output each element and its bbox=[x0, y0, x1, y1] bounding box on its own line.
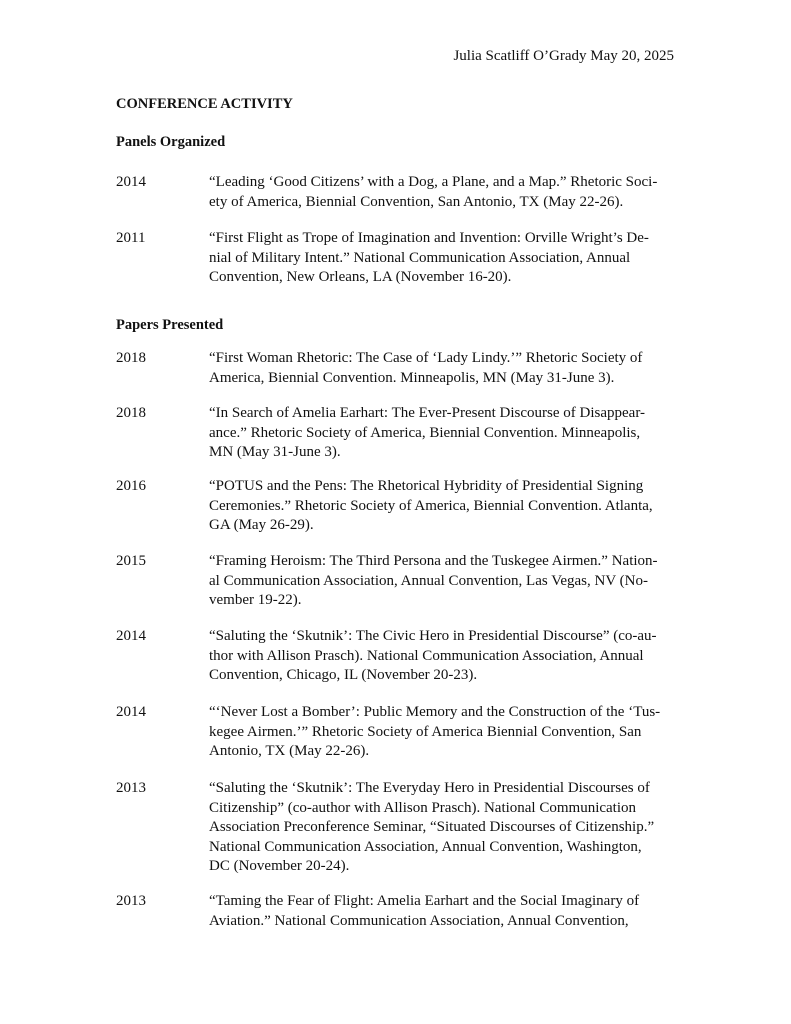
entry-line: “In Search of Amelia Earhart: The Ever-Present Discourse of Disappear- bbox=[209, 405, 646, 421]
entry-line: al Communication Association, Annual Convention, Las Vegas, NV (No- bbox=[209, 572, 648, 589]
entry-line: “Framing Heroism: The Third Persona and the Tuskegee Airmen.” Nation- bbox=[209, 553, 658, 569]
entry-text bbox=[209, 477, 671, 536]
entry-line: “Leading ‘Good Citizens’ with a Dog, a Plane, and a Map.” Rhetoric Soci- bbox=[209, 174, 658, 190]
entry-line: Convention, New Orleans, LA (November 16-20). bbox=[209, 269, 512, 286]
entry-text bbox=[209, 779, 671, 877]
entry-line: America, Biennial Convention. Minneapolis, MN (May 31-June 3). bbox=[209, 369, 615, 386]
entry-line: “‘Never Lost a Bomber’: Public Memory and the Construction of the ‘Tus- bbox=[209, 704, 661, 720]
entry-line: “Taming the Fear of Flight: Amelia Earhart and the Social Imaginary of bbox=[209, 893, 640, 909]
entry-line: GA (May 26-29). bbox=[209, 517, 314, 534]
entry-line: “POTUS and the Pens: The Rhetorical Hybridity of Presidential Signing bbox=[209, 478, 644, 494]
section-title: CONFERENCE ACTIVITY bbox=[116, 96, 293, 112]
entry-line: Citizenship” (co-author with Allison Prasch). National Communication bbox=[209, 799, 637, 816]
entry-line: kegee Airmen.’” Rhetoric Society of America Biennial Convention, San bbox=[209, 723, 642, 740]
entry-line: Ceremonies.” Rhetoric Society of America, Biennial Convention. Atlanta, bbox=[209, 497, 653, 514]
entry-year: 2015 bbox=[116, 553, 146, 569]
entry-year: 2013 bbox=[116, 893, 146, 909]
entry-text bbox=[209, 627, 671, 686]
entry-line: ety of America, Biennial Convention, San Antonio, TX (May 22-26). bbox=[209, 193, 624, 210]
entry-line: thor with Allison Prasch). National Communication Association, Annual bbox=[209, 647, 644, 664]
entry-text bbox=[209, 892, 671, 931]
entry-line: MN (May 31-June 3). bbox=[209, 444, 341, 461]
entry-year: 2011 bbox=[116, 230, 146, 246]
entry-year: 2014 bbox=[116, 704, 146, 720]
entry-text bbox=[209, 703, 671, 762]
entry-line: National Communication Association, Annual Convention, Washington, bbox=[209, 838, 642, 855]
entry-line: “Saluting the ‘Skutnik’: The Civic Hero in Presidential Discourse” (co-au- bbox=[209, 628, 657, 644]
entry-line: vember 19-22). bbox=[209, 592, 302, 609]
entry-line: Convention, Chicago, IL (November 20-23). bbox=[209, 667, 478, 684]
entry-line: ance.” Rhetoric Society of America, Biennial Convention. Minneapolis, bbox=[209, 424, 641, 441]
papers-presented-heading: Papers Presented bbox=[116, 317, 224, 333]
entry-year: 2013 bbox=[116, 780, 146, 796]
entry-text bbox=[209, 173, 671, 212]
running-header: Julia Scatliff O’Grady May 20, 2025 bbox=[453, 48, 674, 64]
entry-text bbox=[209, 229, 671, 288]
entry-line: Antonio, TX (May 22-26). bbox=[209, 743, 370, 760]
entry-text bbox=[209, 552, 671, 611]
entry-line: Association Preconference Seminar, “Situated Discourses of Citizenship.” bbox=[209, 819, 655, 836]
entry-year: 2014 bbox=[116, 628, 146, 644]
entry-line: DC (November 20-24). bbox=[209, 858, 350, 875]
entry-year: 2018 bbox=[116, 405, 146, 421]
entry-line: “Saluting the ‘Skutnik’: The Everyday Hero in Presidential Discourses of bbox=[209, 780, 650, 796]
entry-line: nial of Military Intent.” National Communication Association, Annual bbox=[209, 249, 631, 266]
entry-year: 2014 bbox=[116, 174, 146, 190]
entry-line: Aviation.” National Communication Association, Annual Convention, bbox=[209, 912, 629, 929]
entry-line: “First Woman Rhetoric: The Case of ‘Lady Lindy.’” Rhetoric Society of bbox=[209, 350, 643, 366]
entry-year: 2016 bbox=[116, 478, 146, 494]
entry-text bbox=[209, 404, 671, 463]
entry-text bbox=[209, 349, 671, 388]
panels-organized-heading: Panels Organized bbox=[116, 134, 226, 150]
entry-year: 2018 bbox=[116, 350, 146, 366]
entry-line: “First Flight as Trope of Imagination and Invention: Orville Wright’s De- bbox=[209, 230, 649, 246]
